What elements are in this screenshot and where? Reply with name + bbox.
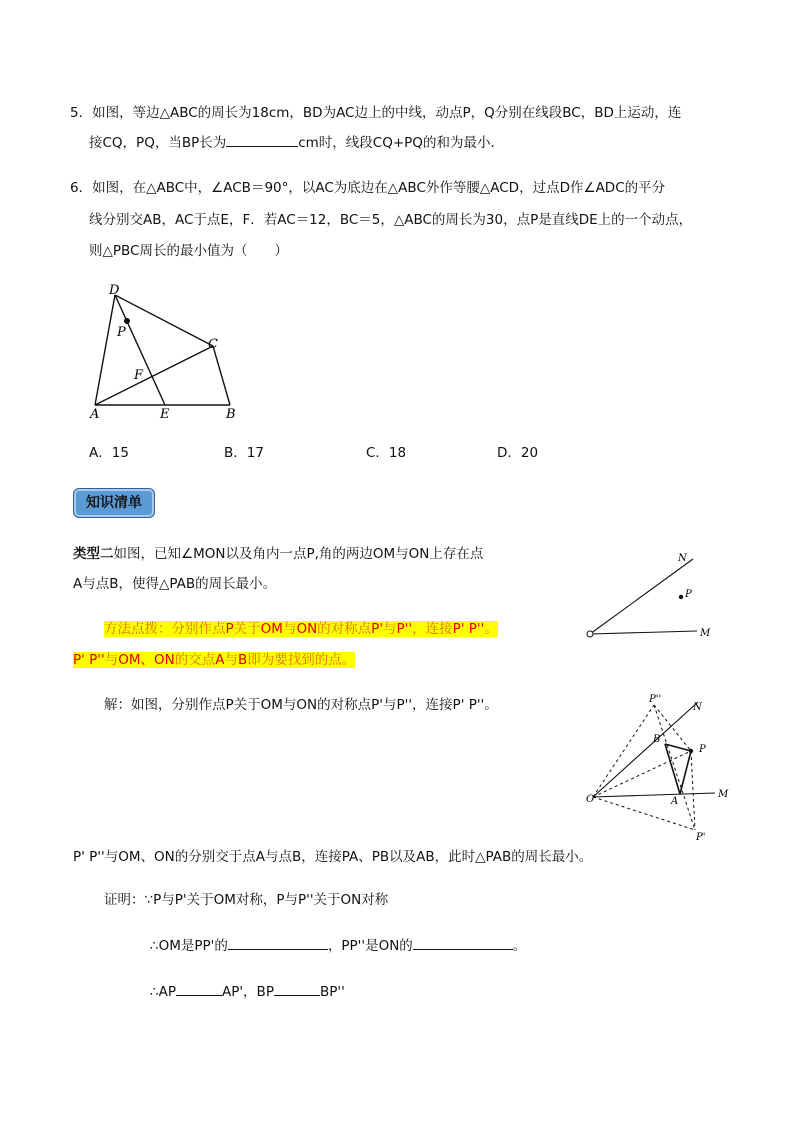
proof-line2 xyxy=(150,936,526,956)
label-p: P xyxy=(699,744,706,755)
segment-bp xyxy=(665,744,691,751)
method-text: 与 xyxy=(383,621,397,637)
label-n: N xyxy=(678,553,687,564)
proof-text: BP'' xyxy=(319,984,345,1000)
q6-line3: 则△PBC周长的最小值为（ ） xyxy=(89,243,288,259)
label-o: O xyxy=(586,794,595,805)
q5-answer-blank[interactable] xyxy=(226,134,298,147)
ray-om xyxy=(590,631,697,634)
ray-on xyxy=(590,559,693,634)
method-text: A xyxy=(215,652,225,668)
label-a: A xyxy=(90,407,100,422)
method-text: 。 xyxy=(484,621,498,637)
segment-o-p1 xyxy=(593,797,695,830)
method-text: P'' xyxy=(396,621,413,637)
segment-ab xyxy=(665,744,680,794)
angle-mon-figure xyxy=(580,545,720,650)
label-e: E xyxy=(160,407,170,422)
proof-text: AP'，BP xyxy=(221,984,274,1000)
vertex-o xyxy=(587,631,593,637)
label-p-double-prime: P'' xyxy=(649,694,662,705)
segment-da xyxy=(95,295,115,405)
method-text: 与 xyxy=(282,621,297,637)
q5-line2 xyxy=(89,133,504,153)
method-text: P xyxy=(225,621,234,637)
type2-line1 xyxy=(73,544,483,564)
q6-option-b[interactable]: B．17 xyxy=(224,445,264,461)
label-p-prime: P' xyxy=(696,832,706,843)
label-p: P xyxy=(685,589,692,600)
method-text: ，连接 xyxy=(412,621,453,637)
method-text: OM xyxy=(260,621,283,637)
method-tip-line1 xyxy=(104,619,498,639)
method-tip-line2 xyxy=(73,650,355,670)
solution-line1: 解：如图，分别作点P关于OM与ON的对称点P'与P''，连接P' P''。 xyxy=(104,697,498,713)
segment-o-p2 xyxy=(593,705,654,797)
q6-option-a[interactable]: A．15 xyxy=(89,445,129,461)
method-text: 的交点 xyxy=(174,652,216,668)
solution-line2: P' P''与OM、ON的分别交于点A与点B，连接PA、PB以及AB，此时△PAB的周长最小。 xyxy=(73,849,593,865)
label-a: A xyxy=(671,796,679,807)
label-b: B xyxy=(226,407,236,422)
label-n: N xyxy=(693,702,702,713)
q6-line1: 6．如图，在△ABC中，∠ACB＝90°，以AC为底边在△ABC外作等腰△ACD，过点D作∠ADC的平分 xyxy=(70,180,666,196)
proof-line3 xyxy=(150,982,345,1002)
segment-ac xyxy=(95,346,213,405)
point-p xyxy=(689,749,693,753)
reflection-figure xyxy=(583,690,743,850)
blank-perpendicular-bisector-1[interactable] xyxy=(228,937,328,950)
method-text: ON xyxy=(296,621,318,637)
proof-text: ∴OM是PP'的 xyxy=(150,938,228,954)
point-p xyxy=(124,318,130,324)
type2-line2: A与点B，使得△PAB的周长最小。 xyxy=(73,576,277,592)
label-p: P xyxy=(117,325,126,340)
proof-text: ∴AP xyxy=(150,984,176,1000)
proof-line1: 证明：∵P与P'关于OM对称，P与P''关于ON对称 xyxy=(104,892,389,908)
method-text: 关于 xyxy=(233,621,261,637)
type2-label: 类型二 xyxy=(73,546,114,562)
proof-text: 。 xyxy=(512,938,527,954)
q6-option-c[interactable]: C．18 xyxy=(366,445,407,461)
method-text: P' P'' xyxy=(452,621,485,637)
q6-option-d[interactable]: D．20 xyxy=(497,445,539,461)
segment-p-p1 xyxy=(691,751,695,830)
method-text: P' xyxy=(371,621,384,637)
blank-bp-relation[interactable] xyxy=(274,983,320,996)
ray-om xyxy=(593,793,715,797)
blank-ap-relation[interactable] xyxy=(176,983,222,996)
segment-pa xyxy=(680,751,691,794)
label-c: C xyxy=(208,337,218,352)
label-b: B xyxy=(653,734,661,745)
q5-line1: 5．如图，等边△ABC的周长为18cm，BD为AC边上的中线，动点P，Q分别在线段BC，BD上运动，连 xyxy=(70,105,682,121)
method-text: B xyxy=(237,652,248,668)
label-m: M xyxy=(700,628,711,639)
method-text: 与 xyxy=(224,652,238,668)
method-text: OM、ON xyxy=(118,652,175,668)
q6-triangle-figure xyxy=(80,278,250,423)
type2-text: 如图，已知∠MON以及角内一点P,角的两边OM与ON上存在点 xyxy=(113,546,484,562)
method-text: 即为要找到的点。 xyxy=(247,652,356,668)
label-d: D xyxy=(109,283,120,298)
method-text: 的对称点 xyxy=(317,621,372,637)
method-text: P' P'' xyxy=(73,652,105,668)
label-m: M xyxy=(718,789,729,800)
method-text: 与 xyxy=(104,652,119,668)
label-f: F xyxy=(134,368,144,383)
method-text: 方法点拨：分别作点 xyxy=(104,621,226,637)
proof-text: ，PP''是ON的 xyxy=(327,938,413,954)
q5-line2-end: cm时，线段CQ+PQ的和为最小． xyxy=(298,135,504,151)
q5-line2-start: 接CQ，PQ，当BP长为 xyxy=(89,135,227,151)
point-p xyxy=(679,595,683,599)
segment-de xyxy=(115,295,165,405)
segment-cb xyxy=(213,346,230,405)
section-badge-knowledge-list: 知识清单 xyxy=(73,488,155,518)
blank-perpendicular-bisector-2[interactable] xyxy=(413,937,513,950)
q6-line2: 线分别交AB，AC于点E，F．若AC＝12，BC＝5，△ABC的周长为30，点P是直线DE上的一个动点， xyxy=(89,212,693,228)
